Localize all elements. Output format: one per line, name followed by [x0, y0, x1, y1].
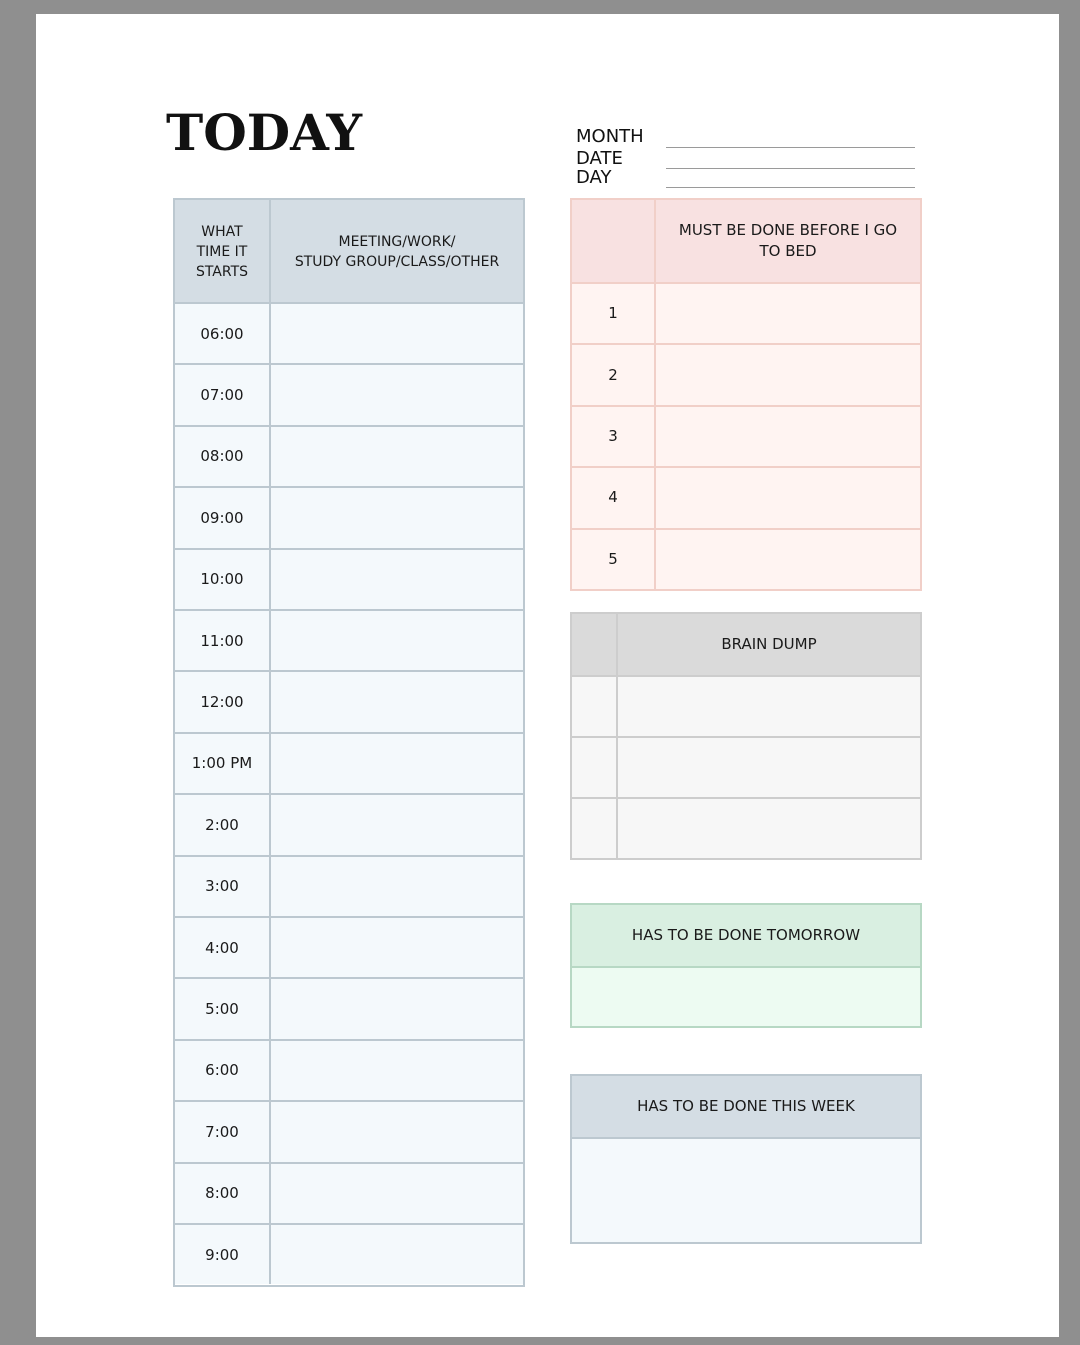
schedule-row: [175, 609, 523, 670]
activity-entry[interactable]: [271, 979, 523, 1038]
must-be-done-entry[interactable]: [656, 530, 920, 589]
activity-entry[interactable]: [271, 365, 523, 424]
time-header-line: TIME IT: [196, 243, 248, 260]
this-week-table: [570, 1074, 922, 1244]
time-slot-label: 9:00: [205, 1245, 239, 1264]
time-column-header: [175, 200, 269, 304]
time-slot-label: 3:00: [205, 877, 239, 896]
page-title: TODAY: [166, 103, 363, 162]
time-header-line: WHAT: [201, 223, 243, 240]
brain-dump-entry[interactable]: [618, 677, 920, 736]
activity-entry[interactable]: [271, 734, 523, 793]
time-slot-label: 2:00: [205, 815, 239, 834]
time-slot-label: 08:00: [200, 447, 244, 466]
must-be-done-number: 1: [608, 304, 618, 323]
tomorrow-entry[interactable]: [572, 968, 920, 1026]
activity-header-line: MEETING/WORK/: [338, 233, 456, 250]
activity-entry[interactable]: [271, 304, 523, 363]
activity-entry[interactable]: [271, 550, 523, 609]
must-be-done-entry[interactable]: [656, 284, 920, 343]
activity-entry[interactable]: [271, 672, 523, 731]
time-slot-label: 10:00: [200, 570, 244, 589]
activity-entry[interactable]: [271, 1164, 523, 1223]
schedule-row: [175, 916, 523, 977]
must-be-done-table: [570, 198, 922, 591]
time-slot-label: 1:00 PM: [191, 754, 253, 773]
time-slot-label: 07:00: [200, 386, 244, 405]
must-be-done-entry[interactable]: [656, 468, 920, 527]
schedule-row: [175, 1162, 523, 1223]
schedule-table: [173, 198, 525, 1287]
date-label: DATE: [576, 148, 623, 169]
schedule-row: [175, 977, 523, 1038]
must-be-done-entry[interactable]: [656, 345, 920, 404]
time-slot-label: 11:00: [200, 631, 244, 650]
month-line[interactable]: [666, 147, 915, 148]
activity-entry[interactable]: [271, 611, 523, 670]
schedule-row: [175, 425, 523, 486]
time-slot-label: 7:00: [205, 1122, 239, 1141]
schedule-row: [175, 855, 523, 916]
schedule-row: [175, 302, 523, 363]
activity-header-line: STUDY GROUP/CLASS/OTHER: [294, 254, 500, 270]
time-header-line: STARTS: [195, 264, 249, 281]
time-slot-label: 06:00: [200, 324, 244, 343]
schedule-row: [175, 793, 523, 854]
activity-entry[interactable]: [271, 795, 523, 854]
brain-dump-entry[interactable]: [618, 799, 920, 858]
tomorrow-table: [570, 903, 922, 1028]
brain-dump-corner: [572, 614, 616, 675]
must-be-done-entry[interactable]: [656, 407, 920, 466]
month-label: MONTH: [576, 126, 644, 147]
time-slot-label: 12:00: [200, 693, 244, 712]
activity-entry[interactable]: [271, 857, 523, 916]
activity-column-header: [271, 200, 523, 304]
time-slot-label: 4:00: [205, 938, 239, 957]
brain-dump-table: [570, 612, 922, 860]
day-line[interactable]: [666, 187, 915, 188]
schedule-row: [175, 548, 523, 609]
time-slot-label: 8:00: [205, 1184, 239, 1203]
this-week-entry[interactable]: [572, 1139, 920, 1242]
activity-entry[interactable]: [271, 918, 523, 977]
time-slot-label: 09:00: [200, 508, 244, 527]
activity-entry[interactable]: [271, 488, 523, 547]
activity-entry[interactable]: [271, 427, 523, 486]
this-week-header: HAS TO BE DONE THIS WEEK: [572, 1076, 920, 1137]
brain-dump-entry[interactable]: [618, 738, 920, 797]
must-be-done-number: 3: [608, 426, 618, 445]
brain-dump-header: BRAIN DUMP: [618, 614, 920, 675]
time-slot-label: 5:00: [205, 1000, 239, 1019]
must-be-done-number: 5: [608, 549, 618, 568]
time-slot-label: 6:00: [205, 1061, 239, 1080]
schedule-row: [175, 670, 523, 731]
activity-entry[interactable]: [271, 1041, 523, 1100]
schedule-row: [175, 1223, 523, 1284]
must-be-done-number: 4: [608, 488, 618, 507]
must-be-done-number: 2: [608, 365, 618, 384]
activity-entry[interactable]: [271, 1102, 523, 1161]
activity-entry[interactable]: [271, 1225, 523, 1284]
schedule-row: [175, 363, 523, 424]
date-line[interactable]: [666, 168, 915, 169]
schedule-row: [175, 732, 523, 793]
must-be-done-header: MUST BE DONE BEFORE I GO TO BED: [656, 200, 920, 282]
must-be-done-corner: [572, 200, 654, 282]
schedule-row: [175, 1039, 523, 1100]
schedule-row: [175, 486, 523, 547]
day-label: DAY: [576, 167, 612, 188]
schedule-row: [175, 1100, 523, 1161]
tomorrow-header: HAS TO BE DONE TOMORROW: [572, 905, 920, 966]
header-divider: [269, 200, 271, 304]
